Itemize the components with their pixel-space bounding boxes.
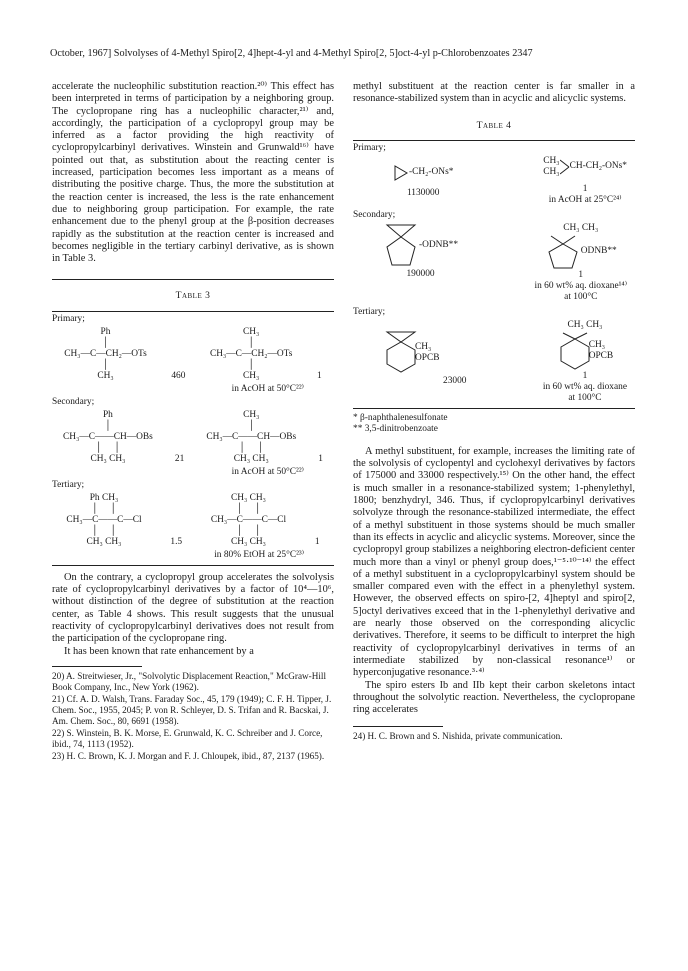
table4-bottom-rule: [353, 408, 635, 409]
table3-top-rule: [52, 279, 334, 280]
table4-tertiary-condition: in 60 wt% aq. dioxane: [542, 381, 627, 392]
structure-formula: ODNB**: [580, 246, 617, 257]
table3-secondary-left-structure: Ph │ CH₃—C——CH—OBs │ │ CH₃ CH₃: [63, 409, 153, 464]
table4-tertiary-condition-temp: at 100°C: [568, 392, 602, 403]
structure-formula: CH₃—C——CH—OBs: [63, 431, 153, 442]
table4-secondary-condition-temp: at 100°C: [564, 291, 598, 302]
table4-primary-right-structure: [543, 156, 627, 206]
substituent-bottom: CH₃: [243, 370, 260, 381]
table4-secondary-row: [353, 223, 635, 303]
table4: [353, 143, 635, 404]
table3-primary-right-structure: CH₃ │ CH₃—C—CH₂—OTs │ CH₃: [209, 326, 293, 381]
substituent-bottom: CH₃: [97, 370, 114, 381]
table4-note-1: * β-naphthalenesulfonate: [353, 412, 448, 423]
substituent-methyl: CH₃: [588, 339, 605, 350]
right-paragraph-2: A methyl substituent, for example, increases the limiting rate of the solvolysis of cyclopentyl and cyclohexyl derivatives by factors of 175000 and 33000 respectively.¹⁵⁾ On the other hand, the effect is much smaller in a resonance-stabilized system; 1-phenylethyl, 1800; benzhydryl, 346. Thus, if cyclopropylcarbinyl derivatives solvolyze through the resonance-stabilized intermediate, the effect of a methyl substituent in those systems should be much smaller than its effects in acyclic and alicyclic systems. Moreover, since the cyclopropyl group stabilizes a neighboring electron-deficient center much more than a vinyl or phenyl group does,¹⁻⁵·¹⁰⁻¹⁴⁾ the effect of a methyl substituent in a cyclopropylcarbinyl system should be smaller compared even with the effect in a phenylethyl system. However, the observed effects on spiro-[2, 4]heptyl and spiro[2, 5]octyl derivatives exceed that in the 1-phenylethyl derivative and are nearly those observed on the corresponding alicyclic derivatives. Therefore, it seems to be difficult to interpret the high reactivity of cyclopropylcarbinyl derivatives in terms of an intermediate stabilized by non-classical resonance¹⁾ or hyperconjugative resonance.³·⁴⁾: [353, 445, 635, 679]
substituent-methyl: CH₃: [415, 341, 432, 352]
branch-bond-icon: [560, 156, 570, 178]
table3-secondary-value-2: 1: [318, 453, 323, 464]
left-column: [52, 81, 334, 763]
substituent-bottom: CH₃ CH₃: [90, 453, 126, 464]
table4-secondary-label: Secondary;: [353, 209, 396, 220]
structure-formula: CH₃—C—CH₂—OTs: [209, 348, 293, 359]
footnote-24: 24) H. C. Brown and S. Nishida, private communication.: [353, 731, 563, 742]
table4-tertiary-value-2: 1: [582, 370, 588, 381]
substituent-top: CH₃ CH₃: [567, 319, 603, 330]
table3-secondary-row: [52, 410, 334, 465]
left-paragraph-1: accelerate the nucleophilic substitution reaction.²⁰⁾ This effect has been interpreted in terms of participation by a neighboring group. The cyclopropane ring has a nucleophilic character,²¹⁾ and, accordingly, the participation of a cyclopropyl group may be inferred as a factor providing the high reactivity of cyclopropylcarbinyl derivatives. Winstein and Grunwald¹⁶⁾ have pointed out that, as substitution about the reacting center is increased, participation becomes less important as a means of distributing the positive charge. Thus, the more the substitution at the reaction center is increased, the less is the rate enhancement due to neighboring group participation. For example, the rate enhancement due to the phenyl group at the β-position decreases rapidly as the substitution at the reaction center is increased and becomes negligible in the tertiary carbinyl derivative, as is shown in Table 3.: [52, 81, 334, 265]
left-paragraph-2: On the contrary, a cyclopropyl group accelerates the solvolysis rate of cyclopropylcarbinyl derivatives by a factor of 10⁴—10⁶, without distinction of the degree of substitution at the reaction center, as Table 4 shows. This result suggests that the unusual reactivity of cyclopropylcarbinyl derivatives does not result from the participation of the cyclopropane ring.: [52, 571, 334, 645]
footnote-23: 23) H. C. Brown, K. J. Morgan and F. J. Chloupek, ibid., 87, 2137 (1965).: [52, 750, 325, 761]
substituent-top: CH₃: [543, 155, 560, 166]
structure-formula: CH₃—C——CH—OBs: [206, 431, 297, 442]
footnote-20: 20) A. Streitwieser, Jr., "Solvolytic Displacement Reaction," McGraw-Hill Book Company, Inc., New York (1962).: [52, 670, 327, 692]
substituent-top: Ph CH₃: [89, 492, 119, 503]
substituent-opcb: OPCB: [415, 352, 440, 363]
table3-secondary-value-1: 21: [174, 453, 185, 464]
table3-primary-row: [52, 327, 334, 382]
table3-tertiary-row: [52, 493, 334, 548]
table4-note-2: ** 3,5-dinitrobenzoate: [353, 424, 438, 435]
dimethylcyclopentane-icon: [545, 234, 581, 270]
structure-formula: CH₃—C——C—Cl: [210, 514, 287, 525]
structure-formula: -ODNB**: [419, 240, 459, 251]
substituent-bottom: CH₃: [543, 166, 560, 177]
table3-primary-left-structure: Ph │ CH₃—C—CH₂—OTs │ CH₃: [64, 326, 147, 381]
substituent-opcb: OPCB: [588, 350, 614, 361]
table3-primary-value-1: 460: [171, 370, 186, 381]
footnote-rule-right: [353, 726, 443, 727]
table3-tertiary-right-structure: CH₃ CH₃ │ │ CH₃—C——C—Cl │ │ CH₃ CH₃: [210, 492, 287, 547]
table3-tertiary-left-structure: Ph CH₃ │ │ CH₃—C——C—Cl │ │ CH₃ CH₃: [66, 492, 142, 547]
right-column: [353, 81, 635, 742]
table4-tertiary-right-structure: [543, 320, 627, 404]
footnote-rule: [52, 666, 142, 667]
table4-secondary-value-1: 190000: [406, 268, 435, 279]
spiro-cyclopropane-cyclohexane-icon: [383, 330, 419, 376]
table3-tertiary-value-1: 1.5: [170, 536, 183, 547]
table3-primary-condition: in AcOH at 50°C²²⁾: [231, 383, 304, 394]
footnote-21: 21) Cf. A. D. Walsh, Trans. Faraday Soc., 45, 179 (1949); C. F. H. Tipper, J. Chem. Soc., 1955, 2045; P. von R. Schleyer, D. S. Trifan and R. Bacskai, J. Am. Chem. Soc., 80, 6691 (1958).: [52, 693, 332, 726]
table3-primary-label: Primary;: [52, 313, 85, 324]
table4-tertiary-value-1: 23000: [443, 375, 467, 386]
right-paragraph-3: The spiro esters Ib and IIb kept their carbon skeletons intact throughout the solvolytic reaction. Nevertheless, the cyclopropane ring accelerates: [353, 679, 635, 716]
table4-tertiary-label: Tertiary;: [353, 306, 386, 317]
table4-tertiary-left-structure: [383, 320, 466, 387]
spiro-cyclopropane-cyclopentane-icon: [383, 223, 419, 269]
structure-formula: CH-CH₂-ONs*: [569, 161, 627, 172]
table4-primary-value-2: 1: [582, 183, 588, 194]
table3-title: Table 3: [175, 290, 211, 302]
cyclopropyl-ring-icon: [393, 164, 409, 182]
table4-title: Table 4: [476, 119, 512, 131]
substituent-bottom: CH₃ CH₃: [233, 453, 269, 464]
structure-formula: -CH₂-ONs*: [409, 167, 454, 178]
table4-primary-label: Primary;: [353, 142, 386, 153]
table4-secondary-value-2: 1: [578, 269, 584, 280]
table4-secondary-right-structure: [535, 223, 627, 303]
substituent-bottom: CH₃ CH₃: [231, 536, 266, 547]
page-header: October, 1967] Solvolyses of 4-Methyl Spiro[2, 4]hept-4-yl and 4-Methyl Spiro[2, 5]oct-4-yl p-Chlorobenzoates 2347: [50, 48, 533, 59]
substituent-top: Ph: [100, 326, 111, 337]
footnote-22: 22) S. Winstein, B. K. Morse, E. Grunwald, K. C. Schreiber and J. Corce, ibid., 74, 1113 (1952).: [52, 727, 323, 749]
table3-bottom-rule: [52, 565, 334, 566]
left-footnotes: [52, 671, 334, 762]
table3-tertiary-value-2: 1: [314, 536, 320, 547]
table4-tertiary-row: [353, 320, 635, 404]
table3-secondary-condition: in AcOH at 50°C²²⁾: [231, 466, 304, 477]
table4-secondary-condition: in 60 wt% aq. dioxane¹⁴⁾: [534, 280, 627, 291]
table3-secondary-right-structure: CH₃ │ CH₃—C——CH—OBs │ │ CH₃ CH₃: [206, 409, 297, 464]
dimethylcyclohexane-icon: [557, 331, 593, 371]
table3-tertiary-label: Tertiary;: [52, 479, 85, 490]
table4-secondary-left-structure: [383, 223, 458, 280]
table3-header-rule: [52, 311, 334, 312]
table4-primary-row: [353, 156, 635, 206]
substituent-top: Ph: [102, 409, 113, 420]
substituent-top: CH₃: [243, 409, 260, 420]
table3-secondary-label: Secondary;: [52, 396, 95, 407]
substituent-top: CH₃ CH₃: [563, 222, 599, 233]
table4-primary-left-structure: [393, 156, 453, 199]
table3-primary-value-2: 1: [316, 370, 322, 381]
substituent-top: CH₃: [243, 326, 260, 337]
substituent-bottom: CH₃ CH₃: [86, 536, 122, 547]
table4-primary-value-1: 1130000: [406, 187, 440, 198]
structure-formula: CH₃—C——C—Cl: [66, 514, 142, 525]
structure-formula: CH₃—C—CH₂—OTs: [64, 348, 147, 359]
right-paragraph-1: methyl substituent at the reaction center is far smaller in a resonance-stabilized system than in acyclic and alicyclic systems.: [353, 81, 635, 105]
left-paragraph-3: It has been known that rate enhancement by a: [64, 645, 254, 657]
substituent-top: CH₃ CH₃: [231, 492, 266, 503]
table4-primary-condition: in AcOH at 25°C²⁴⁾: [548, 194, 622, 205]
table3-tertiary-condition: in 80% EtOH at 25°C²³⁾: [214, 549, 304, 560]
table4-header-rule: [353, 140, 635, 141]
table3: [52, 314, 334, 561]
